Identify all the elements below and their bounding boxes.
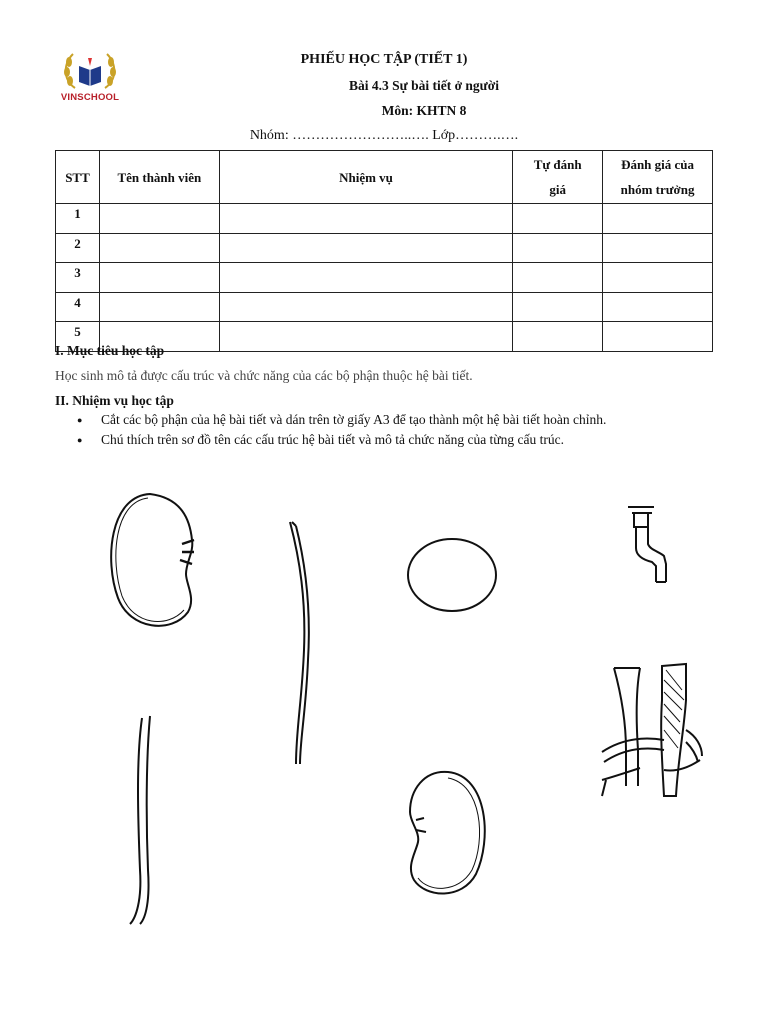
table-row — [56, 204, 713, 234]
self-eval-cell[interactable] — [513, 263, 603, 293]
leader-eval-cell[interactable] — [603, 233, 713, 263]
col-member: Tên thành viên — [99, 151, 219, 204]
leader-eval-cell[interactable] — [603, 204, 713, 234]
col-task: Nhiệm vụ — [219, 151, 512, 204]
bladder-drawing[interactable] — [408, 539, 496, 611]
section-tasks-title: II. Nhiệm vụ học tập — [55, 393, 174, 408]
logo-text: VINSCHOOL — [60, 92, 120, 103]
member-cell[interactable] — [99, 292, 219, 322]
section-objectives-body: Học sinh mô tả được cấu trúc và chức năng của các bộ phận thuộc hệ bài tiết. — [55, 368, 473, 383]
self-eval-cell[interactable] — [513, 292, 603, 322]
ureter-drawing-right[interactable] — [290, 522, 309, 764]
leader-eval-cell[interactable] — [603, 263, 713, 293]
lesson-title: Bài 4.3 Sự bài tiết ở người — [348, 78, 500, 93]
member-cell[interactable] — [99, 204, 219, 234]
task-cell[interactable] — [219, 204, 512, 234]
col-self-eval: Tự đánh giá — [513, 151, 603, 204]
list-item: ● Chú thích trên sơ đồ tên các cấu trúc hệ bài tiết và mô tả chức năng của từng cấu trúc. — [101, 430, 606, 450]
task-cell[interactable] — [219, 233, 512, 263]
table-row — [56, 263, 713, 293]
task-cell[interactable] — [219, 322, 512, 352]
blood-vessels-drawing[interactable] — [602, 664, 702, 796]
self-eval-cell[interactable] — [513, 233, 603, 263]
row-number: 2 — [56, 233, 100, 263]
row-number: 3 — [56, 263, 100, 293]
table-header-row — [56, 151, 713, 204]
self-eval-cell[interactable] — [513, 322, 603, 352]
kidney-drawing-left[interactable] — [111, 494, 194, 626]
task-list — [55, 410, 606, 450]
col-leader-eval: Đánh giá của nhóm trưởng — [603, 151, 713, 204]
col-stt: STT — [56, 151, 100, 204]
organ-cutouts — [0, 470, 768, 940]
ureter-drawing-left[interactable] — [130, 716, 150, 924]
list-item: ● Cắt các bộ phận của hệ bài tiết và dán trên tờ giấy A3 để tạo thành một hệ bài tiết hoàn chỉnh. — [101, 410, 606, 430]
task-cell[interactable] — [219, 263, 512, 293]
table-row — [56, 292, 713, 322]
leader-eval-cell[interactable] — [603, 292, 713, 322]
self-eval-cell[interactable] — [513, 204, 603, 234]
section-objectives-title: I. Mục tiêu học tập — [55, 343, 165, 358]
task-cell[interactable] — [219, 292, 512, 322]
kidney-drawing-right[interactable] — [410, 772, 485, 894]
member-cell[interactable] — [99, 233, 219, 263]
group-class-line: Nhóm: ……………………..…. Lớp……….…. — [249, 128, 519, 143]
subject-title: Môn: KHTN 8 — [381, 103, 467, 118]
row-number: 4 — [56, 292, 100, 322]
row-number: 5 — [56, 322, 100, 352]
worksheet-title: PHIẾU HỌC TẬP (TIẾT 1) — [300, 52, 468, 67]
member-cell[interactable] — [99, 263, 219, 293]
table-row — [56, 233, 713, 263]
leader-eval-cell[interactable] — [603, 322, 713, 352]
member-table — [55, 150, 713, 352]
urethra-drawing[interactable] — [628, 507, 666, 582]
row-number: 1 — [56, 204, 100, 234]
